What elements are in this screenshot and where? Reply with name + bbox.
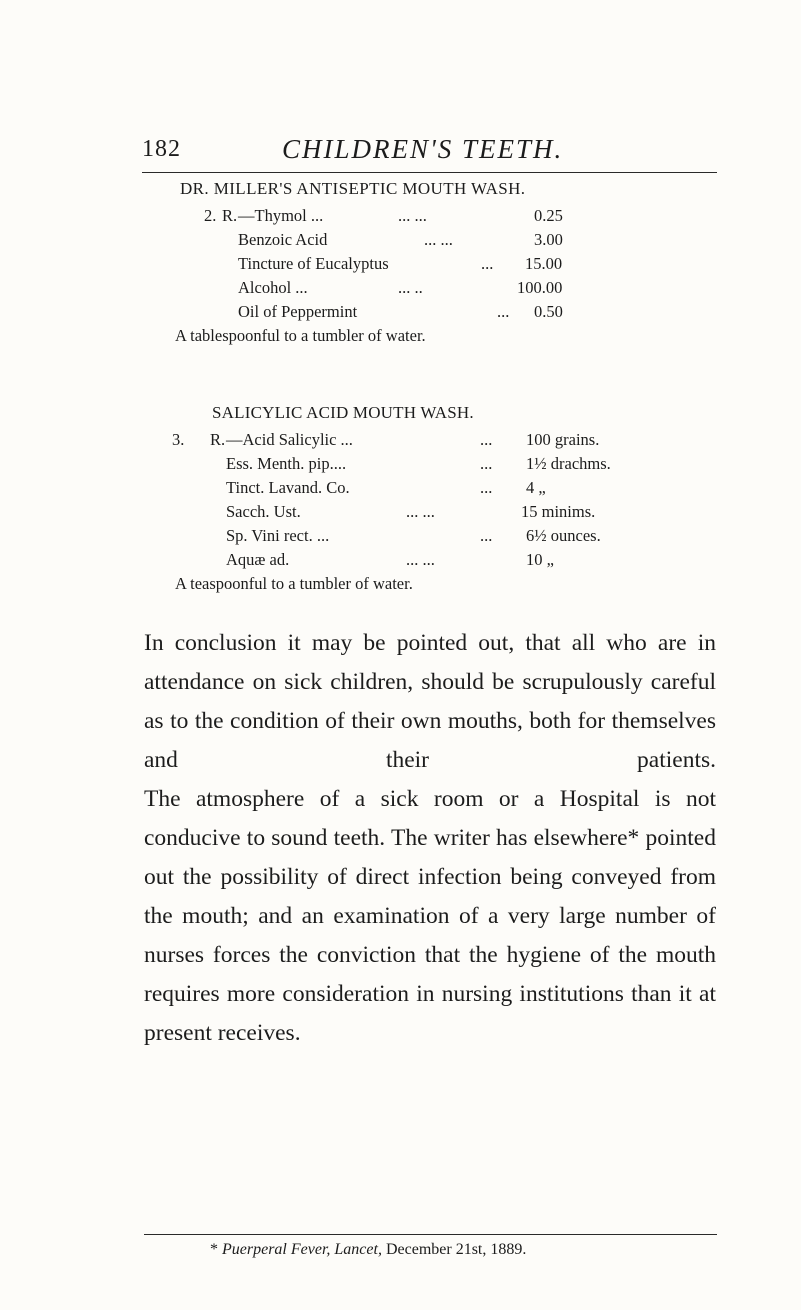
paragraph-1: In conclusion it may be pointed out, that all who are in attendance on sick children, should be scrupulously careful as to the condition of their own mouths, both for themselves and their patients. — [144, 630, 716, 773]
recipe2-item-4-name: Sacch. Ust. — [226, 502, 301, 521]
footnote-marker: * — [210, 1241, 218, 1258]
recipe1-rx: R. — [222, 206, 238, 225]
recipe1-item-2-dots: ... ... — [424, 230, 453, 249]
recipe1-item-5-dots: ... — [497, 302, 510, 321]
recipe1-item-4-name: Alcohol ... — [238, 278, 308, 297]
recipe2-title: SALICYLIC ACID MOUTH WASH. — [212, 403, 474, 422]
recipe2-item-2-name: Ess. Menth. pip.... — [226, 454, 347, 473]
recipe1-item-1-name: —Thymol ... — [238, 206, 324, 225]
recipe2-item-3-dots: ... — [480, 478, 493, 497]
recipe1-item-2-qty: 3.00 — [534, 230, 563, 249]
recipe1-title: DR. MILLER'S ANTISEPTIC MOUTH WASH. — [180, 179, 526, 198]
recipe1-item-1-qty: 0.25 — [534, 206, 563, 225]
recipe2-item-5-name: Sp. Vini rect. ... — [226, 526, 330, 545]
paragraph-2: The atmosphere of a sick room or a Hospital is not conducive to sound teeth. The writer has elsewhere* pointed out the possibility of direct infection being conveyed from the mouth; and an examination of a very large number of nurses forces the conviction that the hygiene of the mouth requires more consideration in nursing institutions than it at present receives. — [144, 786, 716, 1046]
recipe2-item-2-qty: 1½ drachms. — [526, 454, 611, 473]
recipe2-item-5-dots: ... — [480, 526, 493, 545]
recipe2-item-6-qty: 10 „ — [526, 550, 554, 569]
recipe2-item-6-name: Aquæ ad. — [226, 550, 290, 569]
recipe2-rx: R. — [210, 430, 226, 449]
recipe1-item-3-qty: 15.00 — [525, 254, 563, 273]
recipe1-item-4-qty: 100.00 — [517, 278, 563, 297]
recipe1-item-5-qty: 0.50 — [534, 302, 563, 321]
running-head: CHILDREN'S TEETH. — [282, 134, 564, 164]
recipe2-item-5-qty: 6½ ounces. — [526, 526, 601, 545]
footnote-rest: December 21st, 1889. — [385, 1241, 527, 1258]
recipe1-item-3-name: Tincture of Eucalyptus — [238, 254, 389, 273]
page-number: 182 — [142, 136, 181, 162]
recipe1-item-4-dots: ... .. — [398, 278, 423, 297]
recipe1-direction: A tablespoonful to a tumbler of water. — [175, 326, 426, 345]
recipe2-item-3-name: Tinct. Lavand. Co. — [226, 478, 350, 497]
recipe2-item-2-dots: ... — [480, 454, 493, 473]
recipe1-number: 2. — [204, 206, 217, 225]
recipe2-item-4-qty: 15 minims. — [521, 502, 596, 521]
recipe2-item-1-qty: 100 grains. — [526, 430, 600, 449]
recipe2-item-1-dots: ... — [480, 430, 493, 449]
recipe1-item-3-dots: ... — [481, 254, 494, 273]
recipe2-direction: A teaspoonful to a tumbler of water. — [175, 574, 413, 593]
recipe1-item-5-name: Oil of Peppermint — [238, 302, 358, 321]
recipe2-item-1-name: —Acid Salicylic ... — [226, 430, 353, 449]
footnote — [210, 1241, 526, 1259]
header-rule — [142, 172, 717, 173]
recipe2-item-6-dots: ... ... — [406, 550, 435, 569]
body-text — [144, 624, 716, 1053]
recipe2-item-4-dots: ... ... — [406, 502, 435, 521]
recipe2-number: 3. — [172, 430, 185, 449]
recipe1-item-2-name: Benzoic Acid — [238, 230, 328, 249]
footnote-rule — [144, 1234, 717, 1235]
footnote-title: Puerperal Fever, Lancet, — [222, 1241, 382, 1258]
recipe1-item-1-dots: ... ... — [398, 206, 427, 225]
recipe2-item-3-qty: 4 „ — [526, 478, 546, 497]
